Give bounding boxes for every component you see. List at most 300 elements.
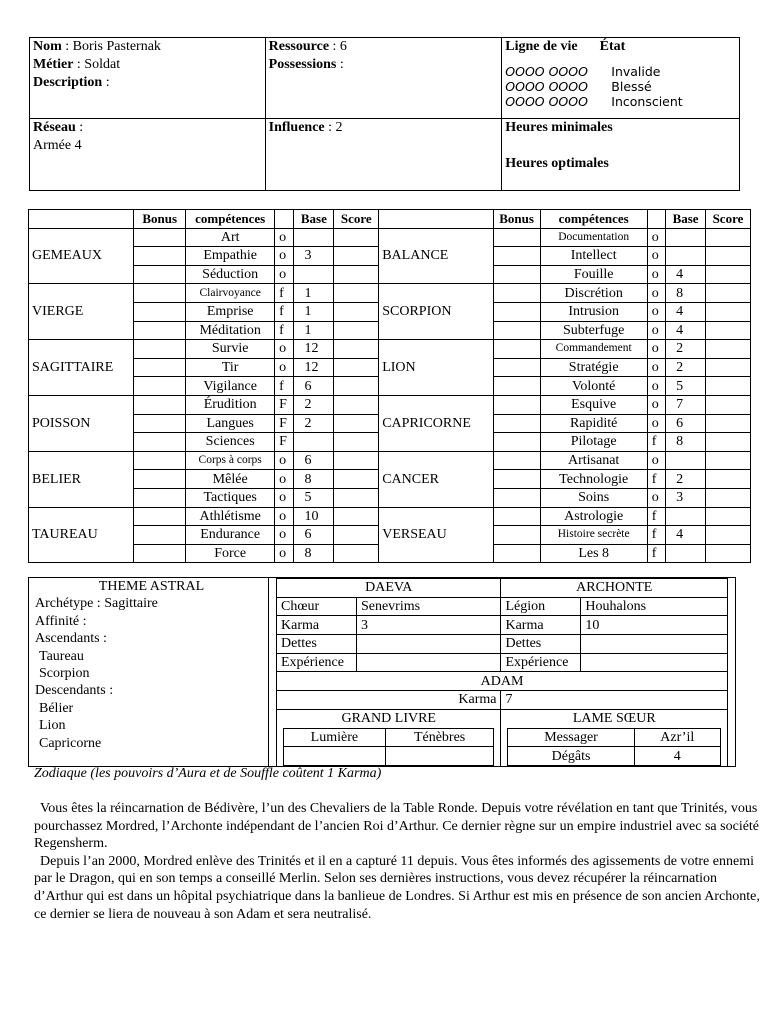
bonus-cell xyxy=(134,302,186,321)
reseau-value: : xyxy=(75,120,84,135)
tenebres-label: Ténèbres xyxy=(385,728,494,747)
skill-name: Astrologie xyxy=(540,507,647,526)
skill-score xyxy=(705,395,750,414)
skill-base xyxy=(294,433,334,452)
archonte-karma-label: Karma xyxy=(501,616,581,635)
skill-name: Esquive xyxy=(540,395,647,414)
hours-cell xyxy=(502,119,740,191)
skill-type: o xyxy=(647,321,665,340)
story-paragraph: Vous êtes la réincarnation de Bédivère, l’un des Chevaliers de la Table Ronde. Depuis votre révélation en tant que Trinités, vous pourchassez Mordred, l’Archonte indépendant de l’ancien Roi d’Arthur. Ce dernier règne sur un empire industriel avec sa société Regensherm. xyxy=(34,801,760,852)
skill-name: Langues xyxy=(186,414,275,433)
skill-score xyxy=(334,433,379,452)
skill-base: 2 xyxy=(294,414,334,433)
theme-astral xyxy=(29,578,269,766)
bonus-cell xyxy=(493,526,540,545)
life-row xyxy=(505,79,736,94)
skill-name: Vigilance xyxy=(186,377,275,396)
ressource-value: : 6 xyxy=(329,39,347,54)
bonus-cell xyxy=(134,544,186,563)
skill-row xyxy=(29,340,751,359)
skill-type: o xyxy=(275,247,294,266)
skill-base xyxy=(666,451,706,470)
life-pips: OOOO OOOO xyxy=(505,64,588,79)
bonus-cell xyxy=(134,395,186,414)
bonus-cell xyxy=(134,526,186,545)
bonus-cell xyxy=(134,433,186,452)
skill-type: f xyxy=(275,284,294,303)
base-header: Base xyxy=(666,210,706,229)
lame-soeur-cell xyxy=(501,709,728,766)
reseau-line: Armée 4 xyxy=(33,138,82,153)
influence-value: : 2 xyxy=(324,120,343,135)
bonus-cell xyxy=(134,488,186,507)
skill-name: Séduction xyxy=(186,265,275,284)
skill-score xyxy=(334,321,379,340)
skill-base: 8 xyxy=(666,433,706,452)
bonus-header: Bonus xyxy=(134,210,186,229)
skill-score xyxy=(334,395,379,414)
skill-type: F xyxy=(275,433,294,452)
skill-name: Emprise xyxy=(186,302,275,321)
skill-score xyxy=(334,228,379,247)
skill-base xyxy=(294,228,334,247)
bonus-cell xyxy=(134,321,186,340)
skill-base: 8 xyxy=(666,284,706,303)
skill-name: Survie xyxy=(186,340,275,359)
lumiere-label: Lumière xyxy=(284,728,386,747)
skill-name: Intrusion xyxy=(540,302,647,321)
skill-score xyxy=(334,507,379,526)
skill-score xyxy=(334,247,379,266)
skill-type: o xyxy=(275,507,294,526)
skill-score xyxy=(705,526,750,545)
score-header: Score xyxy=(705,210,750,229)
type-header-right xyxy=(647,210,665,229)
skill-score xyxy=(334,451,379,470)
skills-body xyxy=(29,228,751,563)
nom-label: Nom xyxy=(33,39,62,54)
base-header: Base xyxy=(294,210,334,229)
skill-type: o xyxy=(647,377,665,396)
descendants-label: Descendants : xyxy=(35,683,114,699)
skill-name: Technologie xyxy=(540,470,647,489)
skills-header-row xyxy=(29,210,751,229)
skill-name: Discrétion xyxy=(540,284,647,303)
archonte-dettes-label: Dettes xyxy=(501,635,581,654)
skill-score xyxy=(705,414,750,433)
skill-name: Art xyxy=(186,228,275,247)
score-header: Score xyxy=(334,210,379,229)
ascendant-item: Scorpion xyxy=(39,666,90,682)
skill-base: 6 xyxy=(294,451,334,470)
bonus-cell xyxy=(493,321,540,340)
skill-score xyxy=(334,265,379,284)
bonus-cell xyxy=(134,247,186,266)
archonte-karma-value: 10 xyxy=(581,616,728,635)
skill-row xyxy=(29,451,751,470)
skill-score xyxy=(705,247,750,266)
skill-type: f xyxy=(275,377,294,396)
skill-type: o xyxy=(647,451,665,470)
tenebres-value xyxy=(385,747,494,766)
messager-label: Messager xyxy=(508,728,634,747)
skill-score xyxy=(334,544,379,563)
zodiac-sign: SAGITTAIRE xyxy=(29,340,134,396)
bonus-cell xyxy=(493,414,540,433)
ligne-de-vie-label: Ligne de vie xyxy=(505,39,578,54)
skill-type: o xyxy=(647,414,665,433)
choeur-value: Senevrims xyxy=(356,597,501,616)
skill-type: o xyxy=(275,451,294,470)
skill-name: Subterfuge xyxy=(540,321,647,340)
daeva-experience-value xyxy=(356,653,501,672)
competences-header: compétences xyxy=(186,210,275,229)
life-state: Inconscient xyxy=(611,94,683,109)
skill-type: f xyxy=(647,544,665,563)
skill-type: F xyxy=(275,395,294,414)
bonus-cell xyxy=(493,358,540,377)
skill-type: f xyxy=(647,433,665,452)
skill-base: 1 xyxy=(294,302,334,321)
bonus-cell xyxy=(493,377,540,396)
metier-label: Métier xyxy=(33,57,74,72)
daeva-archonte-panel xyxy=(276,578,727,767)
skill-name: Documentation xyxy=(540,228,647,247)
skill-type: F xyxy=(275,414,294,433)
life-row xyxy=(505,64,736,79)
skill-score xyxy=(334,358,379,377)
bonus-cell xyxy=(493,488,540,507)
skill-type: f xyxy=(275,321,294,340)
skill-name: Tir xyxy=(186,358,275,377)
archonte-experience-value xyxy=(581,653,728,672)
ascendants-label: Ascendants : xyxy=(35,631,107,647)
heures-minimales-label: Heures minimales xyxy=(505,120,613,135)
bonus-cell xyxy=(134,507,186,526)
skill-base: 8 xyxy=(294,470,334,489)
archetype: Archétype : Sagittaire xyxy=(35,596,158,612)
legion-label: Légion xyxy=(501,597,581,616)
daeva-karma-label: Karma xyxy=(277,616,357,635)
skill-type: o xyxy=(275,488,294,507)
bonus-cell xyxy=(493,433,540,452)
adam-karma-value: 7 xyxy=(501,691,728,710)
skill-type: o xyxy=(647,358,665,377)
skill-base: 4 xyxy=(666,321,706,340)
legion-value: Houhalons xyxy=(581,597,728,616)
resources-cell xyxy=(265,38,502,119)
descendant-item: Capricorne xyxy=(39,735,102,751)
skill-score xyxy=(705,302,750,321)
skill-type: f xyxy=(647,507,665,526)
zodiac-sign: BALANCE xyxy=(379,228,493,284)
skill-type: o xyxy=(275,544,294,563)
skill-score xyxy=(705,507,750,526)
descendant-item: Lion xyxy=(39,718,66,734)
zodiac-sign: GEMEAUX xyxy=(29,228,134,284)
adam-title: ADAM xyxy=(277,672,728,691)
skill-row xyxy=(29,507,751,526)
skill-name: Les 8 xyxy=(540,544,647,563)
skill-base xyxy=(666,247,706,266)
bonus-cell xyxy=(493,247,540,266)
skill-score xyxy=(334,284,379,303)
archonte-title: ARCHONTE xyxy=(501,579,728,598)
etat-label: État xyxy=(599,39,626,54)
skill-base xyxy=(666,544,706,563)
skill-score xyxy=(705,433,750,452)
life-state: Invalide xyxy=(611,64,661,79)
skill-name: Clairvoyance xyxy=(186,284,275,303)
skill-name: Sciences xyxy=(186,433,275,452)
skill-type: o xyxy=(647,228,665,247)
skill-type: o xyxy=(275,340,294,359)
ascendant-item: Taureau xyxy=(39,648,84,664)
skill-type: o xyxy=(275,526,294,545)
skill-name: Mêlée xyxy=(186,470,275,489)
choeur-label: Chœur xyxy=(277,597,357,616)
skill-score xyxy=(334,302,379,321)
background-story xyxy=(34,800,764,923)
skill-row xyxy=(29,228,751,247)
bonus-cell xyxy=(493,284,540,303)
bonus-cell xyxy=(134,228,186,247)
lumiere-value xyxy=(284,747,386,766)
skill-base xyxy=(666,228,706,247)
competences-header: compétences xyxy=(540,210,647,229)
zodiac-sign: BELIER xyxy=(29,451,134,507)
skill-type: o xyxy=(647,302,665,321)
archonte-dettes-value xyxy=(581,635,728,654)
possessions-value: : xyxy=(336,57,344,72)
daeva-archonte-table xyxy=(276,578,728,767)
skill-score xyxy=(705,451,750,470)
skill-name: Corps à corps xyxy=(186,451,275,470)
skill-score xyxy=(705,321,750,340)
skill-name: Érudition xyxy=(186,395,275,414)
daeva-title: DAEVA xyxy=(277,579,501,598)
skill-type: o xyxy=(647,395,665,414)
skill-name: Athlétisme xyxy=(186,507,275,526)
daeva-dettes-label: Dettes xyxy=(277,635,357,654)
skill-base: 12 xyxy=(294,340,334,359)
skill-name: Rapidité xyxy=(540,414,647,433)
skill-name: Stratégie xyxy=(540,358,647,377)
skill-score xyxy=(705,470,750,489)
skill-name: Intellect xyxy=(540,247,647,266)
bonus-cell xyxy=(493,340,540,359)
skill-score xyxy=(334,470,379,489)
skill-name: Empathie xyxy=(186,247,275,266)
theme-title: THEME ASTRAL xyxy=(98,579,205,594)
life-cell xyxy=(502,38,740,119)
bonus-cell xyxy=(134,377,186,396)
skill-base: 6 xyxy=(666,414,706,433)
bonus-cell xyxy=(134,358,186,377)
skill-base: 12 xyxy=(294,358,334,377)
affinite: Affinité : xyxy=(35,613,87,629)
bonus-cell xyxy=(493,265,540,284)
skill-name: Pilotage xyxy=(540,433,647,452)
skill-name: Tactiques xyxy=(186,488,275,507)
messager-value: Azr’il xyxy=(634,728,720,747)
bonus-cell xyxy=(493,228,540,247)
reseau-label: Réseau xyxy=(33,120,76,135)
bonus-cell xyxy=(134,470,186,489)
heures-optimales-label: Heures optimales xyxy=(505,156,609,171)
zodiac-sign: POISSON xyxy=(29,395,134,451)
bonus-cell xyxy=(493,507,540,526)
skill-name: Endurance xyxy=(186,526,275,545)
zodiac-sign: VERSEAU xyxy=(379,507,493,563)
skill-base: 4 xyxy=(666,302,706,321)
skill-base: 2 xyxy=(294,395,334,414)
bonus-cell xyxy=(493,451,540,470)
skill-score xyxy=(705,265,750,284)
skill-score xyxy=(705,377,750,396)
network-cell xyxy=(30,119,266,191)
daeva-dettes-value xyxy=(356,635,501,654)
skill-score xyxy=(334,488,379,507)
identity-cell xyxy=(30,38,266,119)
skill-base: 8 xyxy=(294,544,334,563)
sign-header-left xyxy=(29,210,134,229)
skill-type: o xyxy=(275,470,294,489)
skill-base: 1 xyxy=(294,321,334,340)
skill-type: o xyxy=(647,247,665,266)
daeva-experience-label: Expérience xyxy=(277,653,357,672)
skill-type: o xyxy=(647,284,665,303)
skill-base: 5 xyxy=(294,488,334,507)
lame-soeur-table xyxy=(507,728,721,766)
skill-base xyxy=(294,265,334,284)
skill-base: 5 xyxy=(666,377,706,396)
zodiac-sign: SCORPION xyxy=(379,284,493,340)
skill-type: o xyxy=(647,340,665,359)
skill-base: 3 xyxy=(294,247,334,266)
skill-score xyxy=(334,377,379,396)
skill-name: Force xyxy=(186,544,275,563)
life-pips: OOOO OOOO xyxy=(505,94,588,109)
skill-type: o xyxy=(275,358,294,377)
zodiac-sign: CAPRICORNE xyxy=(379,395,493,451)
skill-type: o xyxy=(275,228,294,247)
skill-score xyxy=(334,526,379,545)
skill-base xyxy=(666,507,706,526)
bonus-header: Bonus xyxy=(493,210,540,229)
life-pips: OOOO OOOO xyxy=(505,79,588,94)
skill-type: o xyxy=(647,488,665,507)
descendant-item: Bélier xyxy=(39,700,74,716)
degats-label: Dégâts xyxy=(508,747,634,766)
zodiac-sign: LION xyxy=(379,340,493,396)
skill-base: 10 xyxy=(294,507,334,526)
grand-livre-table xyxy=(283,728,494,766)
skill-score xyxy=(334,340,379,359)
bonus-cell xyxy=(493,544,540,563)
bonus-cell xyxy=(493,302,540,321)
story-paragraph: Depuis l’an 2000, Mordred enlève des Trinités et il en a capturé 11 depuis. Vous êtes informés des agissements de votre ennemi par le Dragon, qui en son temps a conseillé Merlin. Selon ses dernières instructions, vous devez récupérer la réincarnation d’Arthur qui est dans un hôpital psychiatrique dans la banlieue de Londres. Si Arthur est mis en présence de son ancien Archonte, ce dernier se liera de nouveau à son Adam et sera neutralisé. xyxy=(34,853,760,922)
skill-score xyxy=(334,414,379,433)
skill-name: Artisanat xyxy=(540,451,647,470)
skill-base: 4 xyxy=(666,526,706,545)
skill-score xyxy=(705,358,750,377)
adam-karma-label: Karma xyxy=(277,691,501,710)
influence-cell xyxy=(265,119,502,191)
character-header-table xyxy=(29,37,740,191)
grand-livre-cell xyxy=(277,709,501,766)
skill-row xyxy=(29,395,751,414)
description-label: Description xyxy=(33,75,103,90)
skills-table xyxy=(28,209,751,563)
sign-header-right xyxy=(379,210,493,229)
skill-score xyxy=(705,284,750,303)
skill-base: 6 xyxy=(294,377,334,396)
astral-block xyxy=(28,577,736,767)
life-row xyxy=(505,94,736,109)
type-header-left xyxy=(275,210,294,229)
skill-name: Commandement xyxy=(540,340,647,359)
skill-type: f xyxy=(275,302,294,321)
skill-row xyxy=(29,284,751,303)
metier-value: : Soldat xyxy=(73,57,121,72)
skill-type: o xyxy=(275,265,294,284)
bonus-cell xyxy=(134,451,186,470)
zodiac-caption: Zodiaque (les pouvoirs d’Aura et de Souffle coûtent 1 Karma) xyxy=(34,766,382,781)
skill-name: Soins xyxy=(540,488,647,507)
skill-type: o xyxy=(647,265,665,284)
zodiac-sign: VIERGE xyxy=(29,284,134,340)
skill-name: Fouille xyxy=(540,265,647,284)
skill-score xyxy=(705,340,750,359)
skill-name: Histoire secrète xyxy=(540,526,647,545)
bonus-cell xyxy=(134,340,186,359)
skill-name: Volonté xyxy=(540,377,647,396)
influence-label: Influence xyxy=(268,120,325,135)
skill-name: Méditation xyxy=(186,321,275,340)
bonus-cell xyxy=(493,395,540,414)
bonus-cell xyxy=(134,265,186,284)
nom-value: : Boris Pasternak xyxy=(61,39,161,54)
lame-soeur-title: LAME SŒUR xyxy=(572,710,656,726)
skill-base: 7 xyxy=(666,395,706,414)
life-state: Blessé xyxy=(611,79,652,94)
degats-value: 4 xyxy=(634,747,720,766)
zodiac-sign: CANCER xyxy=(379,451,493,507)
daeva-karma-value: 3 xyxy=(356,616,501,635)
skill-score xyxy=(705,544,750,563)
skill-type: f xyxy=(647,470,665,489)
grand-livre-title: GRAND LIVRE xyxy=(341,710,436,726)
skill-score xyxy=(705,228,750,247)
skill-base: 4 xyxy=(666,265,706,284)
ressource-label: Ressource xyxy=(268,39,330,54)
bonus-cell xyxy=(134,284,186,303)
skill-type: f xyxy=(647,526,665,545)
skill-base: 3 xyxy=(666,488,706,507)
bonus-cell xyxy=(134,414,186,433)
life-track xyxy=(505,64,736,109)
skill-base: 1 xyxy=(294,284,334,303)
archonte-experience-label: Expérience xyxy=(501,653,581,672)
skill-base: 6 xyxy=(294,526,334,545)
possessions-label: Possessions xyxy=(268,57,337,72)
bonus-cell xyxy=(493,470,540,489)
skill-base: 2 xyxy=(666,470,706,489)
skill-base: 2 xyxy=(666,358,706,377)
skill-score xyxy=(705,488,750,507)
zodiac-sign: TAUREAU xyxy=(29,507,134,563)
